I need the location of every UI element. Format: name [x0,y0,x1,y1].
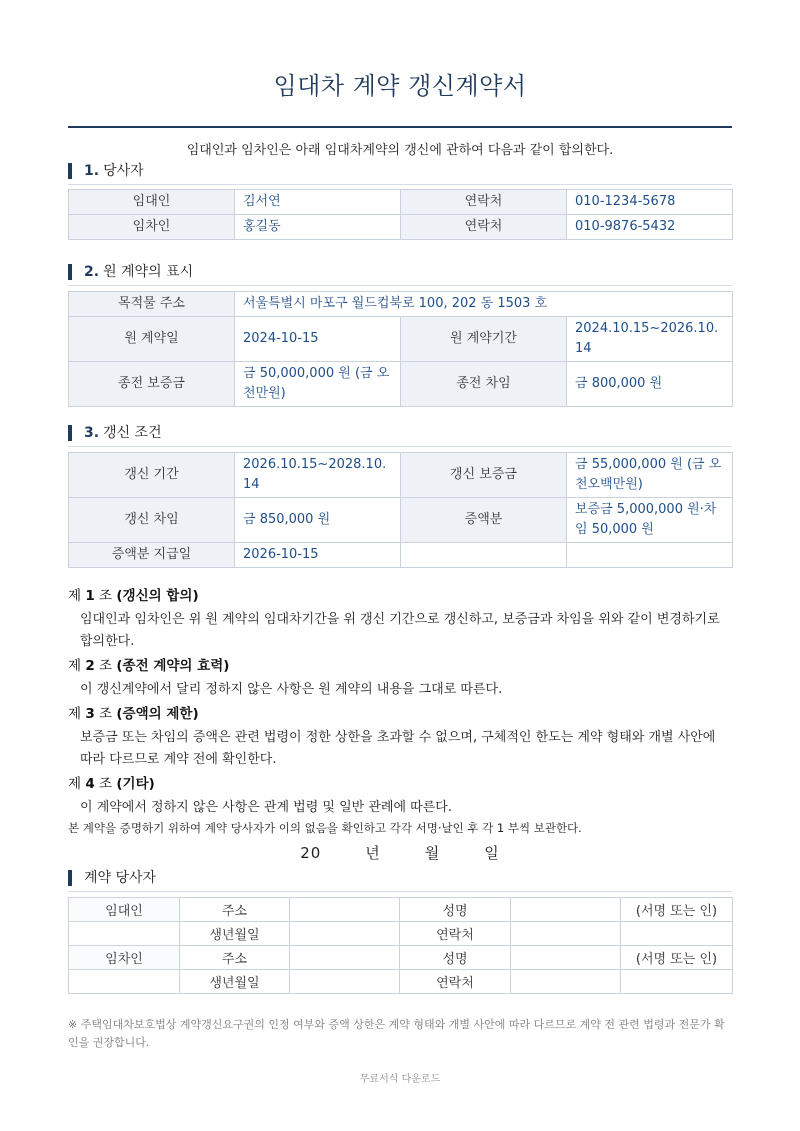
section-1-heading [68,163,732,185]
contract-period-value: 2024.10.15~2026.10.14 [567,317,733,362]
article-2 [68,656,732,701]
section-number: 3. [84,425,100,441]
lessor-name-field[interactable] [511,898,621,922]
name-label: 성명 [400,946,511,970]
article-title: (증액의 제한) [116,706,199,722]
empty-cell [567,543,733,568]
footnote: ※ 주택임대차보호법상 계약갱신요구권의 인정 여부와 증액 상한은 계약 형태와 개별 사안에 따라 다르므로 계약 전 관련 법령과 전문가 확인을 권장합니다. [68,1018,725,1049]
date-year: 20 [300,844,322,862]
article-number: 4 [85,776,95,792]
increase-label: 증액분 [401,498,567,543]
parties-summary-table [68,189,733,240]
empty-cell [401,543,567,568]
table-row [69,946,733,970]
empty-cell [621,970,733,994]
address-label: 목적물 주소 [69,292,235,317]
contract-date-value: 2024-10-15 [235,317,401,362]
article-suffix: 조 [99,706,113,722]
section-2-heading [68,264,732,286]
table-row [69,543,733,568]
date-year-unit: 년 [365,844,381,862]
article-suffix: 조 [99,776,113,792]
table-row [69,898,733,922]
section-number: 1. [84,163,100,179]
article-4 [68,774,732,819]
lessor-contact: 010-1234-5678 [567,190,733,215]
article-number: 1 [85,588,95,604]
lessee-contact: 010-9876-5432 [567,215,733,240]
prev-rent-value: 금 800,000 원 [567,362,733,407]
article-body: 이 계약에서 정하지 않은 사항은 관계 법령 및 일반 관례에 따른다. [80,800,452,815]
renewal-rent-label: 갱신 차임 [69,498,235,543]
contact-label: 연락처 [400,970,511,994]
contact-label: 연락처 [400,922,511,946]
section-marker [68,163,72,179]
title-divider [68,126,732,128]
birthdate-label: 생년월일 [180,922,290,946]
empty-cell [69,970,180,994]
lessor-contact-label: 연락처 [401,190,567,215]
article-3 [68,704,732,771]
date-day-unit: 일 [484,844,500,862]
address-value: 서울특별시 마포구 월드컵북로 100, 202 동 1503 호 [235,292,733,317]
section-marker [68,264,72,280]
article-body: 임대인과 임차인은 위 원 계약의 임대차기간을 위 갱신 기간으로 갱신하고, 보증금과 차임을 위와 같이 변경하기로 합의한다. [80,612,720,649]
address-label: 주소 [180,946,290,970]
increase-paydate-value: 2026-10-15 [235,543,401,568]
lessee-name-field[interactable] [511,946,621,970]
lessee-name: 홍길동 [235,215,401,240]
lessor-name: 김서연 [235,190,401,215]
article-body: 보증금 또는 차임의 증액은 관련 법령이 정한 상한을 초과할 수 없으며, 구체적인 한도는 계약 형태와 개별 사안에 따라 다르므로 계약 전에 확인한다. [80,730,716,767]
prev-deposit-label: 종전 보증금 [69,362,235,407]
article-prefix: 제 [68,658,82,674]
article-number: 3 [85,706,95,722]
article-title: (기타) [116,776,155,792]
table-row [69,362,733,407]
prev-deposit-value: 금 50,000,000 원 (금 오천만원) [235,362,401,407]
section-label: 당사자 [103,163,144,179]
original-contract-table [68,291,733,407]
table-row [69,190,733,215]
article-body: 이 갱신계약에서 달리 정하지 않은 사항은 원 계약의 내용을 그대로 따른다. [80,682,503,697]
date-month-unit: 월 [424,844,441,862]
intro-text: 임대인과 임차인은 아래 임대차계약의 갱신에 관하여 다음과 같이 합의한다. [186,143,614,158]
renewal-deposit-label: 갱신 보증금 [401,453,567,498]
article-prefix: 제 [68,776,82,792]
article-title: (종전 계약의 효력) [116,658,230,674]
renewal-rent-value: 금 850,000 원 [235,498,401,543]
name-label: 성명 [400,898,511,922]
parties-heading [68,870,732,892]
renewal-period-label: 갱신 기간 [69,453,235,498]
lessor-role-label: 임대인 [69,898,180,922]
lessee-contact-field[interactable] [511,970,621,994]
lessor-address-field[interactable] [290,898,400,922]
renewal-terms-table [68,452,733,568]
download-link[interactable]: 무료서식 다운로드 [359,1074,441,1085]
lessee-contact-label: 연락처 [401,215,567,240]
signing-date [68,842,732,863]
table-row [69,215,733,240]
lessee-birthdate-field[interactable] [290,970,400,994]
signature-table [68,897,733,994]
lessee-address-field[interactable] [290,946,400,970]
lessee-signature-field[interactable]: (서명 또는 인) [621,946,733,970]
empty-cell [69,922,180,946]
increase-paydate-label: 증액분 지급일 [69,543,235,568]
document-title: 임대차 계약 갱신계약서 [273,72,527,100]
lessee-role-label: 임차인 [69,946,180,970]
table-row [69,970,733,994]
section-label: 계약 당사자 [84,870,157,886]
article-prefix: 제 [68,588,82,604]
lessee-label: 임차인 [69,215,235,240]
table-row [69,453,733,498]
article-prefix: 제 [68,706,82,722]
article-1 [68,586,732,653]
section-label: 원 계약의 표시 [103,264,194,280]
lessor-label: 임대인 [69,190,235,215]
lessor-contact-field[interactable] [511,922,621,946]
prev-rent-label: 종전 차임 [401,362,567,407]
section-number: 2. [84,264,100,280]
table-row [69,292,733,317]
signing-notice: 본 계약을 증명하기 위하여 계약 당사자가 이의 없음을 확인하고 각각 서명·날인 후 각 1 부씩 보관한다. [68,821,582,835]
article-suffix: 조 [99,658,113,674]
section-marker [68,425,72,441]
contract-period-label: 원 계약기간 [401,317,567,362]
article-number: 2 [85,658,95,674]
article-suffix: 조 [99,588,113,604]
lessor-birthdate-field[interactable] [290,922,400,946]
article-title: (갱신의 합의) [116,588,199,604]
lessor-signature-field[interactable]: (서명 또는 인) [621,898,733,922]
empty-cell [621,922,733,946]
section-marker [68,870,72,886]
renewal-deposit-value: 금 55,000,000 원 (금 오천오백만원) [567,453,733,498]
table-row [69,922,733,946]
table-row [69,498,733,543]
section-3-heading [68,425,732,447]
section-label: 갱신 조건 [103,425,162,441]
address-label: 주소 [180,898,290,922]
birthdate-label: 생년월일 [180,970,290,994]
table-row [69,317,733,362]
renewal-period-value: 2026.10.15~2028.10.14 [235,453,401,498]
increase-value: 보증금 5,000,000 원·차임 50,000 원 [567,498,733,543]
contract-date-label: 원 계약일 [69,317,235,362]
